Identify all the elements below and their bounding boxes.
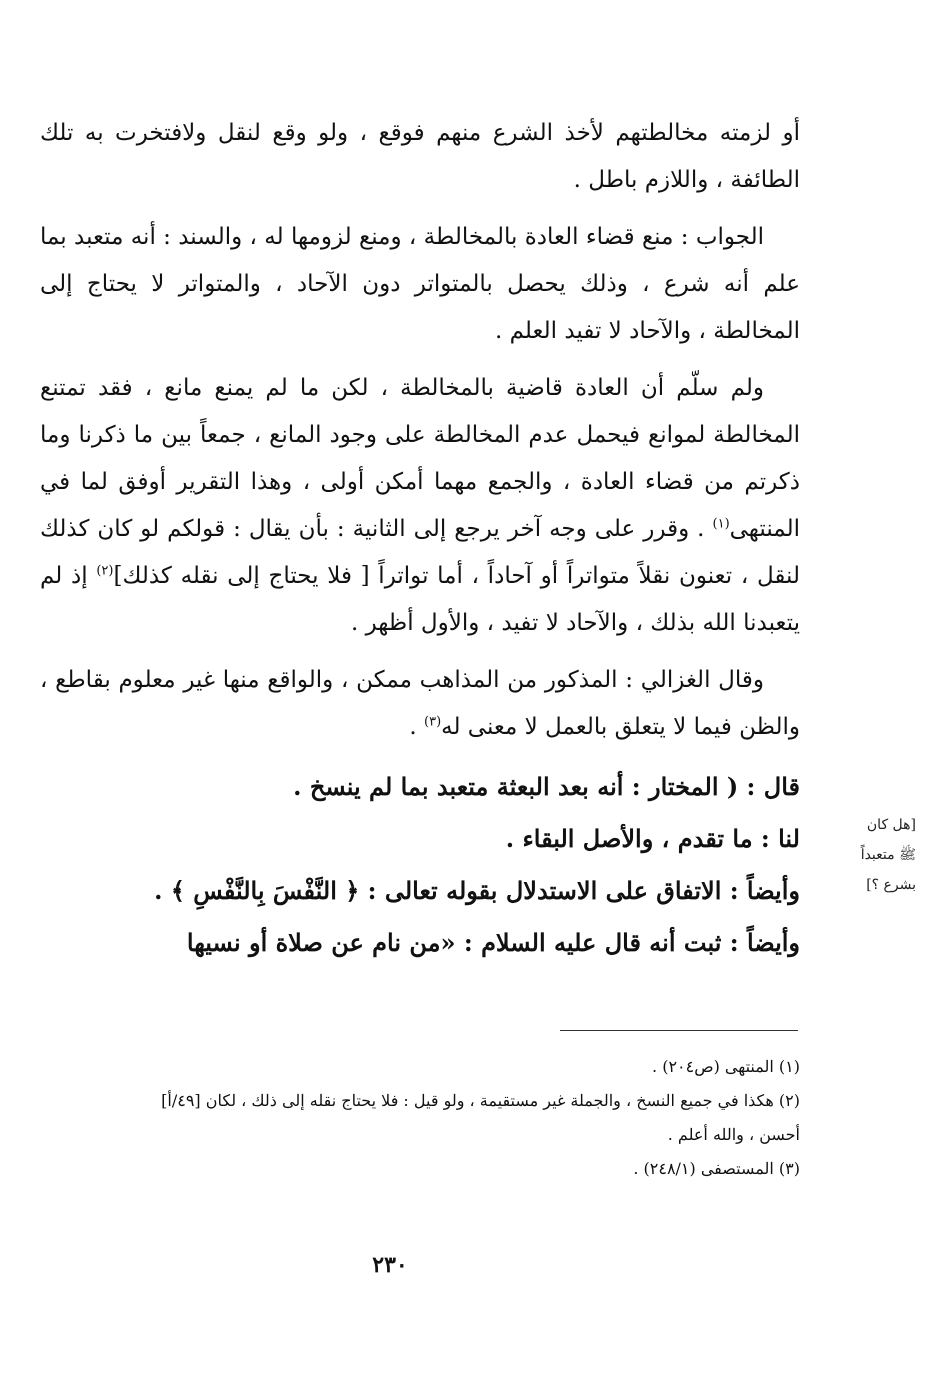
footnote-divider (560, 1030, 798, 1031)
matn-line-3: وأيضاً : الاتفاق على الاستدلال بقوله تعالى : ﴿ النَّفْسَ بِالنَّفْسِ ﴾ . (154, 876, 800, 905)
footnote-ref-3: (٣) (424, 714, 442, 730)
footnote-2-continued: أحسن ، والله أعلم . (667, 1125, 800, 1144)
paragraph-3 (40, 365, 800, 647)
footnote-2: (٢) هكذا في جميع النسخ ، والجملة غير مستقيمة ، ولو قيل : فلا يحتاج نقله إلى ذلك ، لكان [٤٩/أ] (161, 1091, 800, 1110)
paragraph-4-text: وقال الغزالي : المذكور من المذاهب ممكن ، والواقع منها غير معلوم بقاطع ، والظن فيما لا يتعلق بالعمل لا معنى له (40, 667, 800, 740)
margin-note-line-1: [هل كان (866, 817, 916, 833)
margin-note (806, 810, 916, 900)
matn-line-4: وأيضاً : ثبت أنه قال عليه السلام : «من نام عن صلاة أو نسيها (186, 928, 800, 957)
margin-note-line-3: بشرع ؟] (866, 877, 916, 893)
footnotes (0, 1050, 800, 1186)
margin-note-line-2: ﷺ متعبداً (860, 847, 916, 863)
matn-line-1: قال : ( المختار : أنه بعد البعثة متعبد بما لم ينسخ . (293, 772, 800, 801)
paragraph-2: الجواب : منع قضاء العادة بالمخالطة ، ومنع لزومها له ، والسند : أنه متعبد بما علم أنه شرع ، وذلك يحصل بالمتواتر دون الآحاد ، والمتواتر لا يحتاج إلى المخالطة ، والآحاد لا تفيد العلم . (40, 224, 800, 344)
page-number: ٢٣٠ (372, 1252, 408, 1278)
paragraph-4-tail: . (409, 714, 424, 740)
footnote-3: (٣) المستصفى (٢٤٨/١) . (633, 1159, 800, 1178)
paragraph-1: أو لزمته مخالطتهم لأخذ الشرع منهم فوقع ، ولو وقع لنقل ولافتخرت به تلك الطائفة ، واللازم باطل . (40, 120, 800, 193)
matn-line-2: لنا : ما تقدم ، والأصل البقاء . (505, 824, 800, 853)
paragraph-4 (40, 657, 800, 751)
footnote-1: (١) المنتهى (ص٢٠٤) . (652, 1057, 800, 1076)
footnote-ref-1: (١) (712, 516, 730, 532)
main-text (40, 110, 800, 969)
paragraph-3-part-1: ولم سلّم أن العادة قاضية بالمخالطة ، لكن ما لم يمنع مانع ، فقد تمتنع المخالطة لموانع فيحمل عدم المخالطة على وجود المانع ، جمعاً بين ما ذكرنا وما ذكرتم من قضاء العادة ، والجمع مهما أمكن أولى ، وهذا التقرير أوفق لما في المنتهى (40, 375, 800, 542)
paragraph-3-part-2: . وقرر على وجه آخر يرجع إلى الثانية : بأن يقال : قولكم لو كان كذلك لنقل ، تعنون نقلاً متواتراً أو آحاداً ، أما تواتراً [ فلا يحتاج إلى نقله كذلك] (40, 516, 800, 589)
paragraph-3-part-3: إذ لم يتعبدنا الله بذلك ، والآحاد لا تفيد ، والأول أظهر . (40, 563, 800, 636)
footnote-ref-2: (٢) (96, 563, 114, 579)
